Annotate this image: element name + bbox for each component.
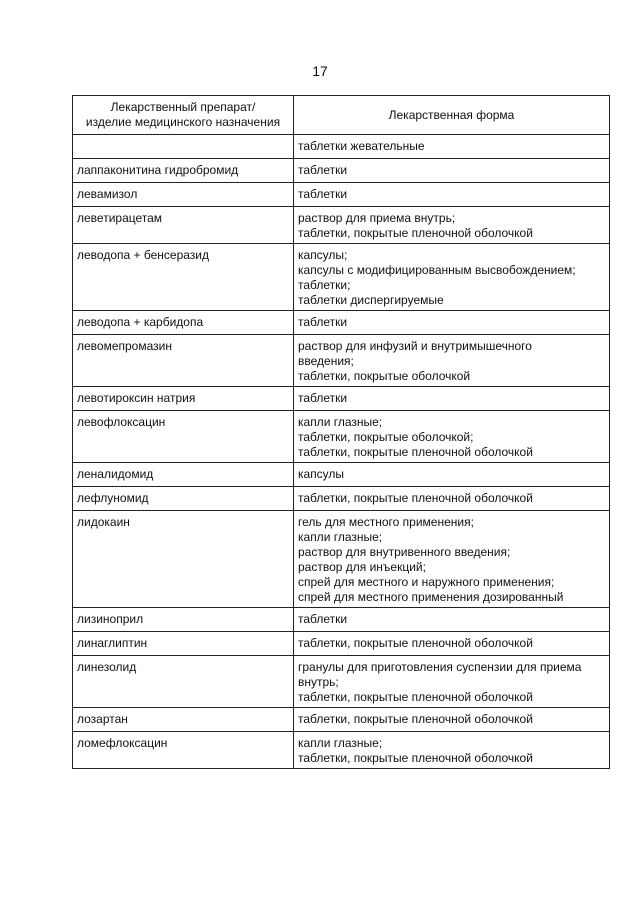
table-row <box>73 411 610 463</box>
dosage-form-cell <box>294 135 610 159</box>
dosage-form-cell <box>294 608 610 632</box>
dosage-form-cell <box>294 335 610 387</box>
dosage-form-cell <box>294 487 610 511</box>
dosage-form-line: капли глазные; <box>298 415 383 429</box>
page-number: 17 <box>312 63 328 79</box>
header-dosage-form <box>294 96 610 135</box>
dosage-form-line: таблетки, покрытые пленочной оболочкой <box>298 491 533 505</box>
drug-name: левофлоксацин <box>77 415 166 429</box>
drug-name: леветирацетам <box>77 211 163 225</box>
table-row <box>73 656 610 708</box>
dosage-form-line: капли глазные; <box>298 530 383 544</box>
dosage-form-line: раствор для инъекций; <box>298 560 426 574</box>
dosage-form-line: раствор для приема внутрь; <box>298 211 456 225</box>
dosage-form-cell <box>294 511 610 608</box>
dosage-form-line: таблетки, покрытые пленочной оболочкой <box>298 751 533 765</box>
dosage-form-cell <box>294 207 610 244</box>
drug-name-cell <box>73 311 294 335</box>
table-row <box>73 159 610 183</box>
table-row <box>73 632 610 656</box>
dosage-form-line: капсулы с модифицированным высвобождением; <box>298 263 576 277</box>
dosage-form-cell <box>294 411 610 463</box>
dosage-form-line: таблетки диспергируемые <box>298 293 444 307</box>
dosage-form-line: таблетки жевательные <box>298 139 425 153</box>
table-body <box>73 135 610 769</box>
table-row <box>73 608 610 632</box>
drug-name-cell <box>73 511 294 608</box>
dosage-form-cell <box>294 632 610 656</box>
dosage-form-line: таблетки <box>298 187 348 201</box>
drug-name: леналидомид <box>77 467 154 481</box>
dosage-form-line: капсулы; <box>298 248 348 262</box>
drug-name: лозартан <box>77 712 128 726</box>
dosage-form-line: таблетки, покрытые оболочкой; <box>298 430 474 444</box>
dosage-form-line: таблетки, покрытые пленочной оболочкой <box>298 226 533 240</box>
drug-name: линезолид <box>77 660 137 674</box>
dosage-form-cell <box>294 311 610 335</box>
header-drug-name <box>73 96 294 135</box>
dosage-form-line: таблетки <box>298 612 348 626</box>
dosage-form-cell <box>294 244 610 311</box>
table-row <box>73 487 610 511</box>
drug-name-cell <box>73 732 294 769</box>
table-row <box>73 135 610 159</box>
header-drug-name-line: Лекарственный препарат/ <box>110 100 256 114</box>
dosage-form-line: капли глазные; <box>298 736 383 750</box>
table-row <box>73 335 610 387</box>
dosage-form-line: таблетки <box>298 391 348 405</box>
table-row <box>73 732 610 769</box>
drug-name-cell <box>73 411 294 463</box>
table-row <box>73 511 610 608</box>
drug-name: левомепромазин <box>77 339 172 353</box>
dosage-form-line: гранулы для приготовления суспензии для приема <box>298 660 582 674</box>
drug-name: линаглиптин <box>77 636 148 650</box>
table-row <box>73 207 610 244</box>
dosage-form-line: капсулы <box>298 467 345 481</box>
drug-name-cell <box>73 387 294 411</box>
table-row <box>73 311 610 335</box>
dosage-form-line: таблетки, покрытые пленочной оболочкой <box>298 690 533 704</box>
dosage-form-cell <box>294 656 610 708</box>
drug-name-cell <box>73 656 294 708</box>
drug-name-cell <box>73 183 294 207</box>
drug-name: леводопа + бенсеразид <box>77 248 209 262</box>
drug-name: ломефлоксацин <box>77 736 168 750</box>
dosage-form-line: таблетки, покрытые пленочной оболочкой <box>298 636 533 650</box>
dosage-form-cell <box>294 732 610 769</box>
header-dosage-form-line: Лекарственная форма <box>388 107 515 122</box>
header-drug-name-line: изделие медицинского назначения <box>85 115 281 129</box>
drug-name: левамизол <box>77 187 138 201</box>
table-row <box>73 463 610 487</box>
table-row <box>73 708 610 732</box>
drug-name-cell <box>73 135 294 159</box>
table-row <box>73 387 610 411</box>
drug-name-cell <box>73 335 294 387</box>
dosage-form-line: спрей для местного и наружного применения; <box>298 575 555 589</box>
drug-name-cell <box>73 207 294 244</box>
dosage-form-line: таблетки <box>298 163 348 177</box>
dosage-form-line: раствор для инфузий и внутримышечного <box>298 339 532 353</box>
drug-name: левотироксин натрия <box>77 391 196 405</box>
dosage-form-line: таблетки; <box>298 278 351 292</box>
dosage-form-cell <box>294 387 610 411</box>
drug-name: лефлуномид <box>77 491 149 505</box>
dosage-form-line: таблетки, покрытые оболочкой <box>298 369 471 383</box>
drug-name-cell <box>73 487 294 511</box>
dosage-form-line: внутрь; <box>298 675 339 689</box>
dosage-form-cell <box>294 463 610 487</box>
drug-name-cell <box>73 159 294 183</box>
table-row <box>73 183 610 207</box>
dosage-form-line: введения; <box>298 354 354 368</box>
dosage-form-line: гель для местного применения; <box>298 515 474 529</box>
drug-name: лидокаин <box>77 515 130 529</box>
drug-table <box>72 95 610 769</box>
dosage-form-line: спрей для местного применения дозированный <box>298 590 564 604</box>
drug-name: леводопа + карбидопа <box>77 315 204 329</box>
drug-name-cell <box>73 708 294 732</box>
dosage-form-line: таблетки <box>298 315 348 329</box>
dosage-form-cell <box>294 159 610 183</box>
dosage-form-line: таблетки, покрытые пленочной оболочкой <box>298 712 533 726</box>
drug-name-cell <box>73 632 294 656</box>
drug-name: лаппаконитина гидробромид <box>77 163 239 177</box>
dosage-form-line: раствор для внутривенного введения; <box>298 545 511 559</box>
table-header-row <box>73 96 610 135</box>
drug-name: лизиноприл <box>77 612 144 626</box>
drug-name-cell <box>73 463 294 487</box>
drug-name-cell <box>73 244 294 311</box>
drug-name-cell <box>73 608 294 632</box>
dosage-form-cell <box>294 183 610 207</box>
dosage-form-cell <box>294 708 610 732</box>
dosage-form-line: таблетки, покрытые пленочной оболочкой <box>298 445 533 459</box>
table-row <box>73 244 610 311</box>
